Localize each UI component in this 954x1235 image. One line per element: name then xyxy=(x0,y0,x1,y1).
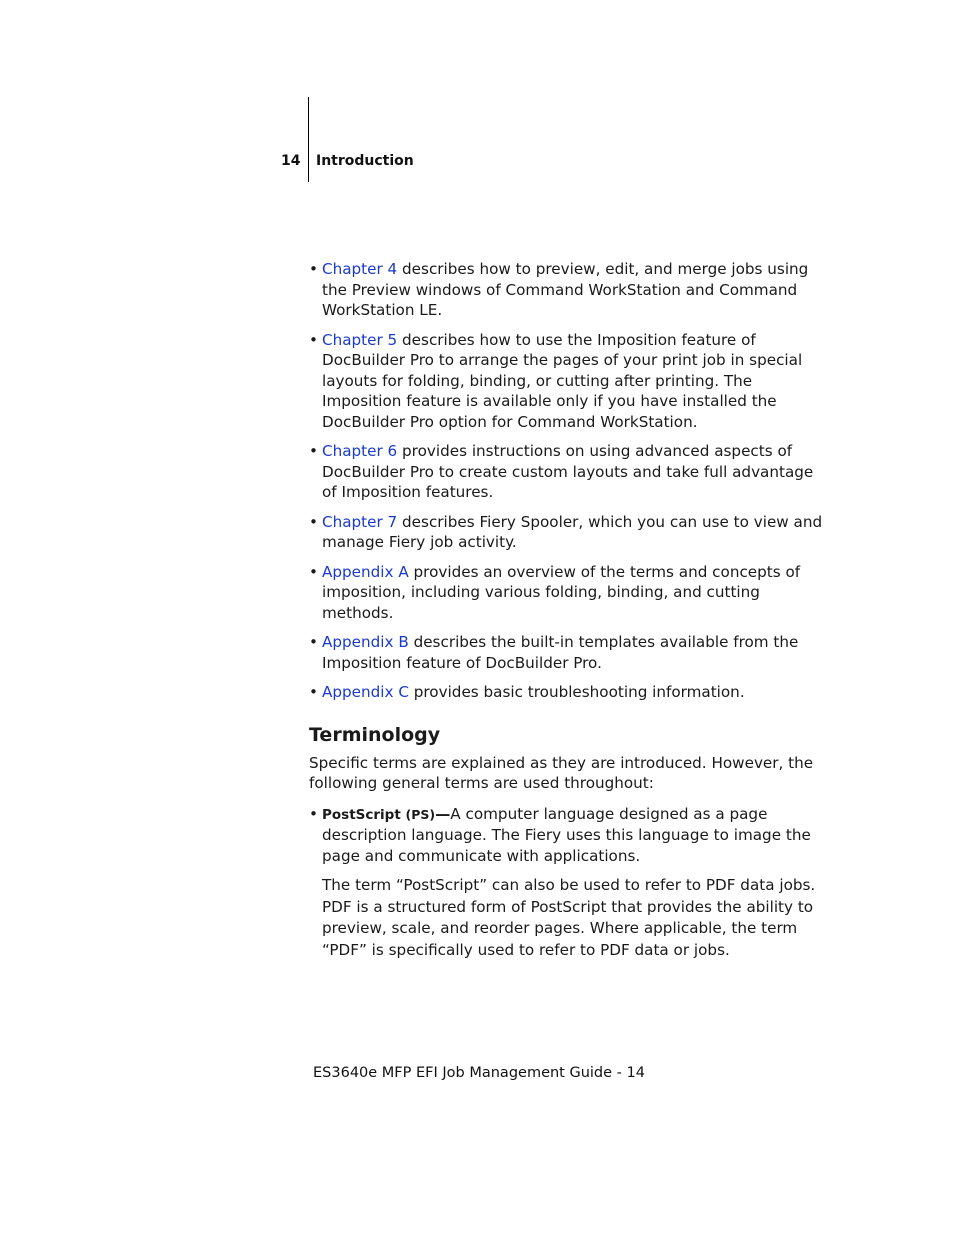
list-item-text: describes Fiery Spooler, which you can use to view and manage Fiery job activity. xyxy=(322,512,823,551)
term-item xyxy=(309,804,829,867)
list-item-text: provides basic troubleshooting information. xyxy=(408,683,745,701)
list-item xyxy=(309,512,829,553)
term-list xyxy=(309,804,829,867)
term-definition: A computer language designed as a page description language. The Fiery uses this language to image the page and communicate with applications. xyxy=(322,804,811,865)
bullet: • xyxy=(309,512,318,531)
term-dash: — xyxy=(435,804,451,823)
list-item xyxy=(309,259,829,321)
appendix-b-link[interactable]: Appendix B xyxy=(322,633,409,651)
list-item-text: describes how to preview, edit, and merge jobs using the Preview windows of Command WorkStation and Command WorkStation LE. xyxy=(322,260,809,319)
list-item-text: provides an overview of the terms and concepts of imposition, including various folding, binding, and cutting methods. xyxy=(322,562,801,622)
terminology-heading: Terminology xyxy=(309,723,441,746)
list-item xyxy=(309,441,829,503)
list-item xyxy=(309,562,829,624)
terminology-intro: Specific terms are explained as they are introduced. However, the following general terms are used throughout: xyxy=(309,753,814,792)
appendix-c-link[interactable]: Appendix C xyxy=(322,683,409,701)
chapter-list xyxy=(309,259,829,703)
list-item xyxy=(309,682,829,703)
chapter-6-link[interactable]: Chapter 6 xyxy=(322,442,398,460)
bullet: • xyxy=(309,330,318,349)
chapter-4-link[interactable]: Chapter 4 xyxy=(322,260,398,278)
bullet: • xyxy=(309,633,318,651)
list-item-text: describes the built-in templates available from the Imposition feature of DocBuilder Pro. xyxy=(322,633,799,672)
header-divider xyxy=(308,97,309,182)
list-item xyxy=(309,632,829,673)
term-name: PostScript xyxy=(322,806,406,823)
list-item-text: provides instructions on using advanced aspects of DocBuilder Pro to create custom layouts and take full advantage of Imposition features. xyxy=(322,442,814,501)
section-title: Introduction xyxy=(316,153,414,169)
appendix-a-link[interactable]: Appendix A xyxy=(322,562,409,581)
bullet: • xyxy=(309,683,318,701)
term-abbreviation: (PS) xyxy=(405,806,436,822)
list-item-text: describes how to use the Imposition feature of DocBuilder Pro to arrange the pages of your print job in special layouts for folding, binding, or cutting after printing. The Imposition feature is available only if you have installed the DocBuilder Pro option for Command WorkStation. xyxy=(322,330,803,431)
page-number: 14 xyxy=(281,153,301,169)
list-item xyxy=(309,330,829,433)
bullet: • xyxy=(309,442,318,460)
chapter-5-link[interactable]: Chapter 5 xyxy=(322,330,398,349)
page-content xyxy=(309,259,829,961)
chapter-7-link[interactable]: Chapter 7 xyxy=(322,512,398,531)
page-footer: ES3640e MFP EFI Job Management Guide - 14 xyxy=(313,1065,645,1081)
bullet: • xyxy=(309,562,318,581)
term-note: The term “PostScript” can also be used to refer to PDF data jobs. PDF is a structured form of PostScript that provides the ability to preview, scale, and reorder pages. Where applicable, the term “PDF” is specifically used to refer to PDF data or jobs. xyxy=(322,876,816,959)
bullet: • xyxy=(309,260,318,278)
bullet: • xyxy=(309,804,318,823)
